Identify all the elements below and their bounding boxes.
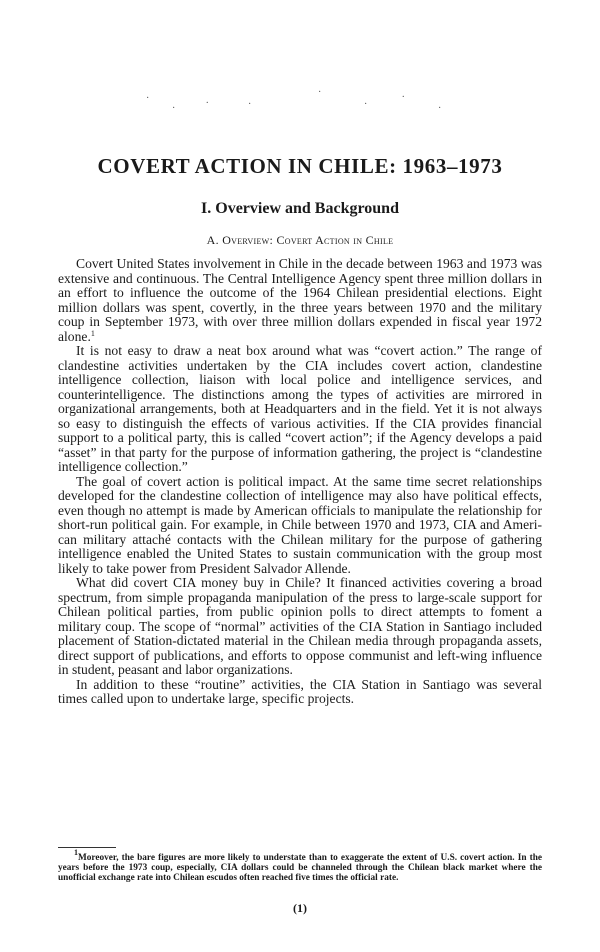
- body-text: [58, 257, 542, 707]
- paragraph: The goal of covert action is political impact. At the same time secret relationships developed for the clandestine collection of intelligence may also have political effects, even though no attempt is made by American officials to manipulate the relationship for short-run political gain. For example, in Chile between 1970 and 1973, CIA and American military attaché contacts with the Chilean military for the purpose of gathering intelligence enabled the United States to sustain communication with the group most likely to take power from President Salvador Allende.: [58, 473, 542, 576]
- scan-speck: .: [206, 95, 209, 106]
- paragraph: In addition to these “routine” activities, the CIA Station in Santiago was several times called upon to undertake large, specific projects.: [58, 676, 542, 706]
- scan-speck: ·: [364, 99, 368, 110]
- footnote-text: Moreover, the bare figures are more likely to understate than to exaggerate the extent of U.S. covert action. In the years before the 1973 coup, especially, CIA dollars could be channeled through the Chilean black market where the unofficial exchange rate into Chilean escudos often reached five times the official rate.: [58, 853, 542, 883]
- scan-speck: ·: [438, 103, 442, 114]
- section-heading: A. Overview: Covert Action in Chile: [206, 233, 394, 247]
- scan-speck: ·: [146, 93, 150, 104]
- paragraph: It is not easy to draw a neat box around what was “covert action.” The range of clandestine activities undertaken by the CIA includes covert action, clandestine intelligence collection, liaison with local police and intelligence services, and counterintelligence. The distinctions among the types of activities are mirrored in organizational arrangements, both at Headquarters and in the field. Yet it is not always so easy to distinguish the effects of various activities. If the CIA provides financial support to a political party, this is called “covert action”; if the Agency develops a paid “asset” in that party for the purpose of information gathering, the project is “clandestine intelligence collection.”: [58, 343, 542, 474]
- paragraph: What did covert CIA money buy in Chile? It financed activities covering a broad spectrum, from simple propaganda manipulation of the press to large-scale support for Chilean political parties, from public opinion polls to direct attempts to foment a military coup. The scope of “normal” activities of the CIA Station in Santiago included placement of Station-dictated material in the Chilean media through propaganda assets, direct support of publications, and efforts to oppose communist and left-wing influence in student, peasant and labor organizations.: [58, 575, 542, 677]
- footnote: [58, 848, 542, 883]
- scan-speck: ·: [248, 99, 252, 110]
- document-title: COVERT ACTION IN CHILE: 1963–1973: [97, 154, 503, 178]
- paragraph: Covert United States involvement in Chile in the decade between 1963 and 1973 was extensive and continuous. The Central Intelligence Agency spent three million dollars in an effort to influence the outcome of the 1964 Chilean presidential elections. Eight million dollars was spent, covertly, in the three years between 1970 and the military coup in September 1973, with over three million dollars expended in fiscal year 1972 alone.$^1$: [58, 256, 542, 344]
- scan-speck: ·: [172, 103, 176, 114]
- footnote-reference: 1: [90, 328, 95, 338]
- footnote-marker: 1: [74, 848, 78, 857]
- footnote-rule: [58, 847, 116, 848]
- part-heading: I. Overview and Background: [201, 200, 399, 217]
- scan-speck: .: [402, 89, 405, 100]
- page-number: (1): [293, 901, 307, 915]
- scan-speck: ·: [318, 87, 322, 98]
